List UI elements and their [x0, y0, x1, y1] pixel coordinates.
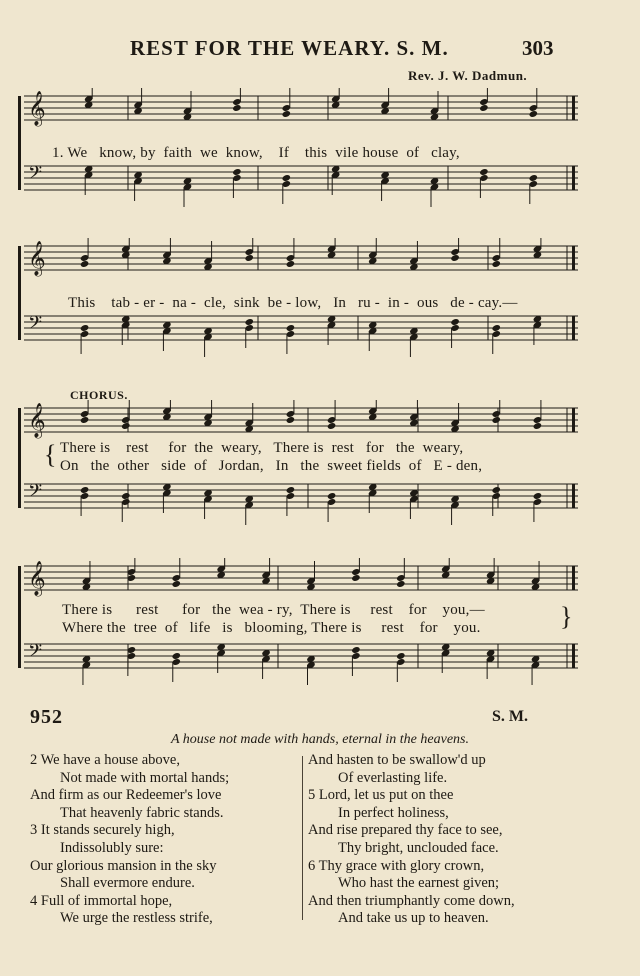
note-head — [492, 416, 501, 424]
bass-clef-icon: 𝄢 — [28, 313, 43, 338]
lyric-line: This tab - er - na - cle, sink be - low, In ru - in - ous de - cay.— — [68, 295, 518, 311]
note-head — [450, 254, 459, 262]
verse-line: 5 Lord, let us put on thee — [308, 787, 454, 804]
verse-line: Thy bright, unclouded face. — [338, 839, 499, 856]
system-bracket — [18, 96, 21, 190]
verse-line: Not made with mortal hands; — [60, 769, 230, 786]
note-head — [450, 318, 459, 326]
final-bar — [572, 484, 575, 508]
verse-line: Who hast the earnest given; — [338, 875, 500, 892]
composer-credit: Rev. J. W. Dadmun. — [408, 68, 528, 83]
verse-line: In perfect holiness, — [338, 804, 449, 821]
lyric-line: 1. We know, by faith we know, If this vile house of clay, — [52, 145, 460, 161]
note-head — [529, 110, 538, 118]
verse-line: And hasten to be swallow'd up — [308, 752, 486, 768]
treble-clef-icon: 𝄞 — [28, 91, 46, 126]
final-bar — [572, 246, 575, 270]
hymn-number: 952 — [30, 706, 63, 728]
treble-clef-icon: 𝄞 — [28, 241, 46, 276]
verse-line: And rise prepared thy face to see, — [308, 822, 503, 839]
verse-line: We urge the restless strife, — [60, 910, 213, 927]
verse-line: And firm as our Redeemer's love — [30, 787, 222, 804]
hymn-title: REST FOR THE WEARY. S. M. — [130, 36, 449, 60]
note-head — [245, 254, 254, 262]
note-head — [351, 646, 360, 654]
note-head — [80, 260, 89, 268]
verse-line: 2 We have a house above, — [30, 752, 180, 768]
note-head — [282, 110, 291, 118]
lyric-line: Where the tree of life is blooming, There is rest for you. — [62, 620, 481, 636]
page-number: 303 — [522, 36, 554, 60]
note-head — [286, 486, 295, 494]
note-head — [492, 324, 501, 332]
verse-line: That heavenly fabric stands. — [60, 804, 224, 821]
note-head — [396, 580, 405, 588]
hymn-subtitle: A house not made with hands, eternal in the heavens. — [171, 732, 469, 747]
final-bar — [572, 166, 575, 190]
lyric-line: On the other side of Jordan, In the sweet fields of E - den, — [60, 458, 483, 474]
verse-line: 6 Thy grace with glory crown, — [308, 857, 485, 874]
verse-brace: } — [560, 602, 573, 631]
note-head — [80, 324, 89, 332]
verse-column-right — [308, 752, 598, 928]
note-head — [492, 486, 501, 494]
treble-clef-icon: 𝄞 — [28, 561, 46, 596]
note-head — [80, 416, 89, 424]
verse-line: And take us up to heaven. — [338, 910, 489, 927]
verse-column-left — [30, 752, 300, 928]
note-head — [172, 652, 181, 660]
lyric-line: There is rest for the weary, There is rest for the weary, — [60, 440, 464, 456]
final-bar — [572, 644, 575, 668]
note-head — [286, 416, 295, 424]
verse-line: Our glorious mansion in the sky — [30, 857, 217, 874]
verse-line: 3 It stands securely high, — [30, 822, 175, 839]
note-head — [80, 486, 89, 494]
note-head — [327, 422, 336, 430]
note-head — [232, 168, 241, 176]
verse-line: 4 Full of immortal hope, — [30, 892, 173, 909]
note-head — [172, 580, 181, 588]
system-bracket — [18, 408, 21, 508]
note-head — [121, 492, 130, 500]
system-bracket — [18, 566, 21, 668]
note-head — [245, 318, 254, 326]
note-head — [232, 104, 241, 112]
final-bar — [572, 566, 575, 590]
note-head — [327, 492, 336, 500]
note-head — [479, 104, 488, 112]
bass-clef-icon: 𝄢 — [28, 163, 43, 188]
note-head — [492, 260, 501, 268]
column-divider — [302, 756, 303, 920]
note-head — [479, 168, 488, 176]
note-head — [529, 174, 538, 182]
note-head — [282, 174, 291, 182]
bass-clef-icon: 𝄢 — [28, 481, 43, 506]
note-head — [533, 422, 542, 430]
note-head — [396, 652, 405, 660]
note-head — [533, 492, 542, 500]
verse-line: Shall evermore endure. — [60, 875, 195, 892]
treble-clef-icon: 𝄞 — [28, 403, 46, 438]
verse-line: Indissolubly sure: — [60, 839, 164, 856]
bass-clef-icon: 𝄢 — [28, 641, 43, 666]
verse-line: And then triumphantly come down, — [308, 892, 515, 909]
note-head — [286, 260, 295, 268]
final-bar — [572, 316, 575, 340]
note-head — [351, 574, 360, 582]
verse-brace: { — [44, 440, 57, 469]
verse-line: Of everlasting life. — [338, 769, 448, 786]
final-bar — [572, 408, 575, 432]
chorus-label: CHORUS. — [70, 388, 128, 402]
note-head — [286, 324, 295, 332]
final-bar — [572, 96, 575, 120]
lyric-line: There is rest for the wea - ry, There is rest for you,— — [62, 602, 485, 618]
hymn-meter: S. M. — [492, 708, 528, 725]
note-head — [121, 422, 130, 430]
system-bracket — [18, 246, 21, 340]
